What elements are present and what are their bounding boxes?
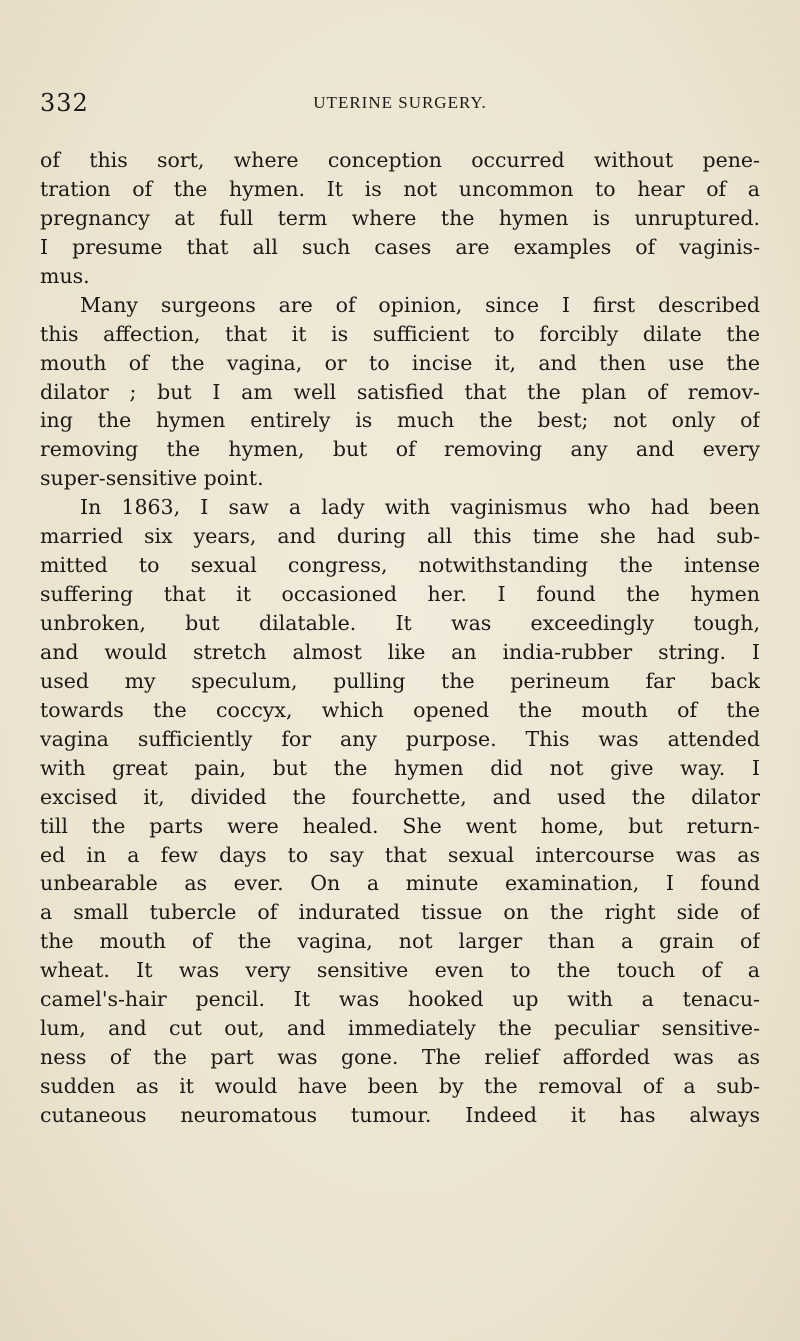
text-line: sudden as it would have been by the removal of a sub- [40,1074,760,1098]
text-line: married six years, and during all this time she had sub- [40,524,760,549]
text-line: cutaneous neuromatous tumour. Indeed it has always [40,1102,760,1127]
text-line: ed in a few days to say that sexual intercourse was as [40,842,760,867]
text-line: wheat. It was very sensitive even to the touch of a [40,958,760,983]
text-line: super-sensitive point. [40,466,264,491]
running-title: UTERINE SURGERY. [313,93,487,112]
text-line: mitted to sexual congress, notwithstanding the intense [40,553,760,578]
text-line: I presume that all such cases are examples of vaginis- [40,234,760,259]
text-line: mus. [40,263,90,288]
text-line: mouth of the vagina, or to incise it, and then use the [40,350,760,375]
text-line: tration of the hymen. It is not uncommon to hear of a [40,176,760,201]
text-line: vagina sufficiently for any purpose. This was attended [40,726,760,751]
text-line: pregnancy at full term where the hymen is unruptured. [40,205,760,230]
text-line: In 1863, I saw a lady with vaginismus who had been [80,495,760,520]
text-line: camel's-hair pencil. It was hooked up with a tenacu- [40,987,760,1012]
text-line: ness of the part was gone. The relief afforded was as [40,1045,760,1070]
page-number: 332 [40,89,89,117]
text-line: lum, and cut out, and immediately the peculiar sensitive- [40,1016,760,1041]
text-line: suffering that it occasioned her. I found the hymen [40,582,760,607]
text-line: Many surgeons are of opinion, since I first described [80,292,760,317]
text-line: unbearable as ever. On a minute examination, I found [40,871,760,896]
text-line: unbroken, but dilatable. It was exceedingly tough, [40,611,760,635]
text-line: a small tubercle of indurated tissue on the right side of [40,900,760,925]
text-line: removing the hymen, but of removing any and every [40,437,760,462]
text-line: ing the hymen entirely is much the best; not only of [40,408,760,433]
text-line: and would stretch almost like an india-rubber string. I [40,639,760,664]
text-line: till the parts were healed. She went home, but return- [40,813,760,838]
text-line: this affection, that it is sufficient to forcibly dilate the [40,321,760,346]
text-line: excised it, divided the fourchette, and used the dilator [40,784,760,809]
body-text [40,146,760,1130]
text-line: with great pain, but the hymen did not give way. I [40,755,760,780]
text-line: dilator ; but I am well satisfied that the plan of remov- [40,379,760,404]
text-line: towards the coccyx, which opened the mouth of the [40,697,760,722]
running-head [40,88,760,118]
text-line: the mouth of the vagina, not larger than a grain of [40,929,760,954]
text-line: of this sort, where conception occurred without pene- [40,148,760,172]
text-line: used my speculum, pulling the perineum far back [40,668,760,693]
